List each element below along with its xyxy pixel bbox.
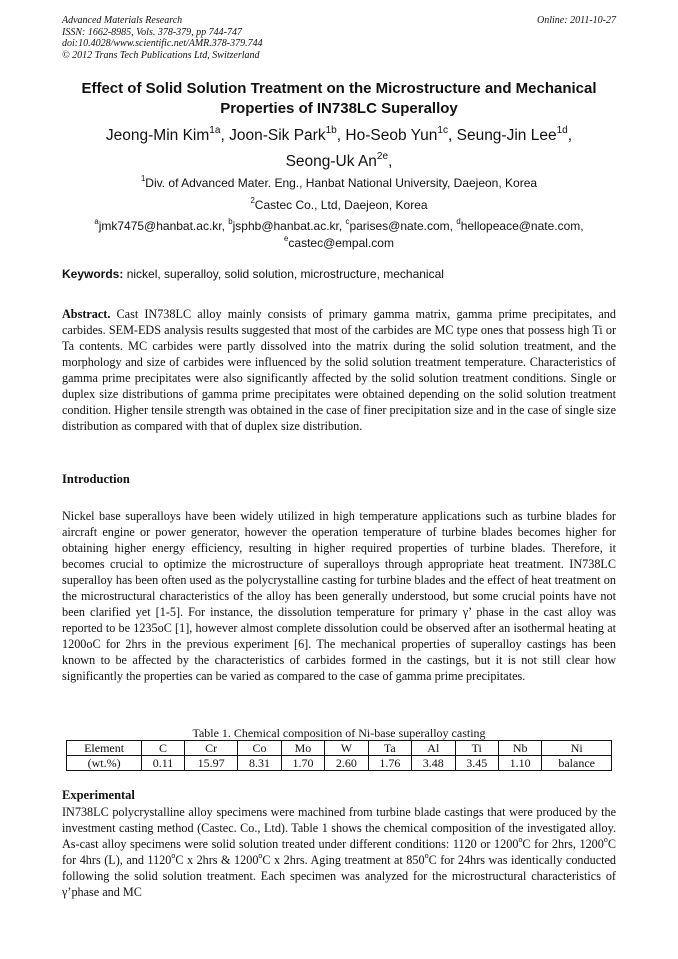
table-row [67, 756, 612, 771]
table-cell: Nb [498, 741, 541, 756]
doi: doi:10.4028/www.scientific.net/AMR.378-379.744 [62, 38, 263, 49]
table-cell: C [142, 741, 185, 756]
table-cell: Ta [368, 741, 411, 756]
table-cell: 1.70 [281, 756, 324, 771]
email: $^d$hellopeace@nate.com, [456, 217, 584, 233]
experimental-text: IN738LC polycrystalline alloy specimens were machined from turbine blade castings that were produced by the investment casting method (Castec. Co., Ltd). Table 1 shows the chemical composition of the investigated alloy. As-cast alloy specimens were solid solution treated under different conditions: 1120 or 1200$^o$C for 2hrs, 1200$^o$C for 4hrs (L), and 1120$^o$C x 2hrs & 1200$^o$C x 2hrs. Aging treatment at 850$^o$C for 24hrs was identically conducted following the solid solution treatment. Each specimen was analyzed for the microstructural characteristics of γ’phase and MC [62, 805, 616, 899]
author: Seong-Uk $An^{2e}$, [285, 150, 393, 170]
author: Seung-Jin Lee$^{1d}$, [456, 124, 573, 144]
keywords-label: Keywords: [62, 267, 124, 281]
table-cell: Al [412, 741, 455, 756]
author-list [62, 123, 616, 175]
table-cell: 1.76 [368, 756, 411, 771]
table-cell: 0.11 [142, 756, 185, 771]
email: $^c$parises@nate.com, [345, 217, 457, 233]
table-cell: 3.48 [412, 756, 455, 771]
issn: ISSN: 1662-8985, Vols. 378-379, pp 744-747 [62, 26, 242, 38]
email: $^e$castec@empal.com [284, 234, 394, 250]
introduction-heading: Introduction [62, 472, 130, 486]
abstract-text: Cast IN738LC alloy mainly consists of primary gamma matrix, gamma prime precipitates, and carbides. SEM-EDS analysis results suggested that most of the carbides are MC type ones that possess high Ti or Ta contents. MC carbides were partly dissolved into the matrix during the solid solution treatment, and the morphology and size of carbides were influenced by the solid solution treatment temperature. Characteristics of gamma prime precipitates were also significantly affected by the solid solution treatment conditions. Single or duplex size distributions of gamma prime precipitates were obtained depending on the solid solution treatment condition. Higher tensile strength was obtained in the case of finer precipitation size and in the case of single size distribution as compared with that of duplex size distribution. [62, 307, 616, 433]
author: Ho-Seob Yun$^{1c}$, [345, 124, 457, 144]
email: $^a$jmk7475@hanbat.ac.kr, [94, 217, 229, 233]
copyright: © 2012 Trans Tech Publications Ltd, Switzerland [62, 49, 260, 61]
affiliation-2: $^2$Castec Co., Ltd, Daejeon, Korea [250, 196, 428, 212]
email: $^b$jsphb@hanbat.ac.kr, [228, 217, 346, 233]
paper-title: Effect of Solid Solution Treatment on the Microstructure and Mechanical Properties of IN738LC Superalloy [81, 80, 597, 117]
table-cell: Cr [184, 741, 237, 756]
author: Joon-Sik Park$^{1b}$, [229, 124, 346, 144]
introduction-text: Nickel base superalloys have been widely utilized in high temperature applications such as turbine blades for aircraft engine or power generator, however the operation temperature of turbine blades becomes higher for obtaining higher energy efficiency, resulting in higher required properties of turbine blades. Therefore, it becomes crucial to optimize the microstructure of superalloys through appropriate heat treatment. IN738LC superalloy has been often used as the polycrystalline casting for turbine blades and the effect of heat treatment on the microstructural characteristics of the alloy has been generally understood, but some crucial points have not been clarified yet [1-5]. For instance, the dissolution temperature for primary γ’ phase in the cast alloy was reported to be 1235oC [1], however almost complete dissolution could be observed after an isothermal heating at 1200oC for 2hrs in the previous experiment [6]. The mechanical properties of superalloy castings has been known to be affected by the characteristics of carbides formed in the castings, but it is not still clear how significantly the properties can be varied as compared to the case of gamma prime precipitates. [62, 509, 616, 683]
table-cell: 1.10 [498, 756, 541, 771]
table-cell: Mo [281, 741, 324, 756]
table-cell: Co [238, 741, 281, 756]
table-cell: balance [542, 756, 612, 771]
abstract-label: Abstract. [62, 307, 111, 321]
email-list [62, 218, 616, 252]
table-cell: Ti [455, 741, 498, 756]
table-cell: 15.97 [184, 756, 237, 771]
online-date: Online: 2011-10-27 [537, 15, 616, 26]
keywords-text: nickel, superalloy, solid solution, microstructure, mechanical [123, 267, 444, 281]
table-cell: (wt.%) [67, 756, 142, 771]
table-cell: Element [67, 741, 142, 756]
abstract [62, 306, 616, 434]
table-cell: 3.45 [455, 756, 498, 771]
table-header-row [67, 741, 612, 756]
keywords [62, 266, 616, 282]
composition-table [66, 740, 612, 771]
table-cell: W [325, 741, 368, 756]
table-cell: 8.31 [238, 756, 281, 771]
table-caption: Table 1. Chemical composition of Ni-base superalloy casting [192, 726, 486, 740]
affiliation-1: $^1$Div. of Advanced Mater. Eng., Hanbat National University, Daejeon, Korea [140, 174, 538, 190]
journal-name: Advanced Materials Research [62, 15, 183, 26]
experimental-heading: Experimental [62, 788, 135, 802]
author: Jeong-Min Kim$^{1a}$, [105, 124, 230, 144]
table-cell: 2.60 [325, 756, 368, 771]
table-cell: Ni [542, 741, 612, 756]
journal-header [62, 15, 616, 61]
